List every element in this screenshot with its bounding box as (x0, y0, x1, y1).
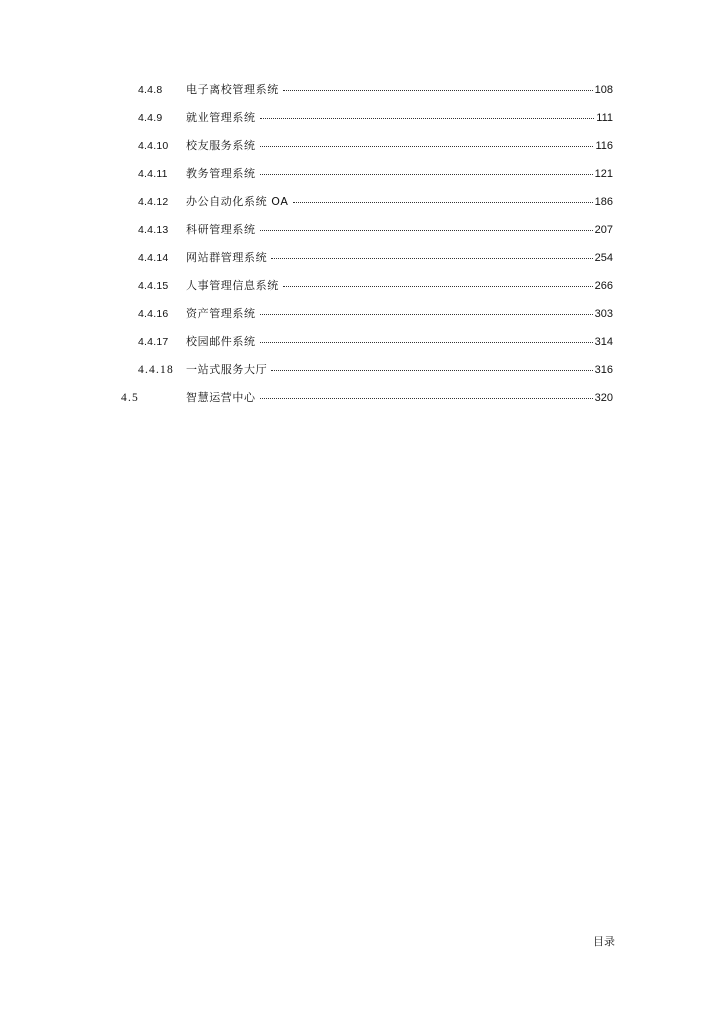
toc-entry[interactable] (0, 164, 724, 184)
toc-dot-leader (293, 193, 593, 203)
toc-entry-number: 4.4.14 (138, 252, 169, 264)
toc-entry-body (186, 136, 613, 156)
toc-entry-body (186, 220, 613, 240)
toc-entry-number: 4.4.18 (138, 364, 174, 376)
toc-dot-leader (260, 165, 593, 175)
toc-entry[interactable] (0, 248, 724, 268)
toc-entry-number: 4.5 (121, 392, 139, 404)
toc-entry-title: 网站群管理系统 (186, 251, 268, 264)
toc-entry-number: 4.4.10 (138, 140, 169, 152)
toc-entry-body (186, 108, 613, 128)
toc-entry-page: 186 (594, 196, 613, 208)
toc-dot-leader (283, 81, 593, 91)
toc-entry-page: 320 (594, 392, 613, 404)
toc-entry-body (186, 360, 613, 380)
toc-entry[interactable] (0, 388, 724, 408)
toc-entry-page: 108 (594, 84, 613, 96)
toc-entry[interactable] (0, 304, 724, 324)
toc-entry-title: 就业管理系统 (186, 111, 256, 124)
toc-entry-title: 科研管理系统 (186, 223, 256, 236)
toc-entry-page: 316 (594, 364, 613, 376)
toc-entry-title: 校园邮件系统 (186, 335, 256, 348)
toc-entry-page: 116 (595, 140, 613, 152)
toc-entry-body (186, 304, 613, 324)
toc-dot-leader (271, 361, 592, 371)
toc-dot-leader (260, 389, 593, 399)
toc-entry-title: 资产管理系统 (186, 307, 256, 320)
toc-dot-leader (260, 109, 595, 119)
toc-entry[interactable] (0, 276, 724, 296)
toc-entry[interactable] (0, 360, 724, 380)
toc-entry-title: 电子离校管理系统 (186, 83, 279, 96)
footer-section-label: 目录 (593, 935, 615, 948)
toc-entry-title: 一站式服务大厅 (186, 363, 268, 376)
toc-entry-number: 4.4.8 (138, 84, 163, 96)
toc-entry-page: 207 (594, 224, 613, 236)
toc-entry-title: 办公自动化系统 OA (186, 195, 289, 208)
toc-entry-title: 人事管理信息系统 (186, 279, 279, 292)
toc-entry-number: 4.4.11 (138, 168, 168, 180)
toc-entry-number: 4.4.13 (138, 224, 169, 236)
toc-entry-number: 4.4.12 (138, 196, 169, 208)
toc-entry-body (186, 164, 613, 184)
toc-entry-page: 314 (594, 336, 613, 348)
toc-entry-body (186, 248, 613, 268)
toc-entry-number: 4.4.17 (138, 336, 169, 348)
toc-entry-number: 4.4.15 (138, 280, 169, 292)
toc-entry[interactable] (0, 332, 724, 352)
toc-entry-page: 121 (594, 168, 613, 180)
toc-dot-leader (260, 221, 593, 231)
toc-entry-body (186, 388, 613, 408)
toc-entry-title: 教务管理系统 (186, 167, 256, 180)
toc-entry-body (186, 80, 613, 100)
toc-entry-title: 智慧运营中心 (186, 391, 256, 404)
toc-entry[interactable] (0, 220, 724, 240)
toc-entry[interactable] (0, 192, 724, 212)
toc-entry-number: 4.4.16 (138, 308, 169, 320)
toc-dot-leader (260, 137, 594, 147)
toc-entry-page: 254 (594, 252, 613, 264)
toc-dot-leader (260, 333, 593, 343)
toc-entry-body (186, 276, 613, 296)
toc-entry[interactable] (0, 80, 724, 100)
toc-entry-page: 303 (594, 308, 613, 320)
toc-entry[interactable] (0, 108, 724, 128)
toc-dot-leader (283, 277, 593, 287)
toc-dot-leader (260, 305, 593, 315)
toc-entry-page: 111 (596, 112, 613, 124)
toc-dot-leader (271, 249, 592, 259)
toc-entry-body (186, 332, 613, 352)
toc-entry-number: 4.4.9 (138, 112, 163, 124)
toc-entry[interactable] (0, 136, 724, 156)
toc-entry-page: 266 (594, 280, 613, 292)
toc-entry-body (186, 192, 613, 212)
toc-entry-title: 校友服务系统 (186, 139, 256, 152)
